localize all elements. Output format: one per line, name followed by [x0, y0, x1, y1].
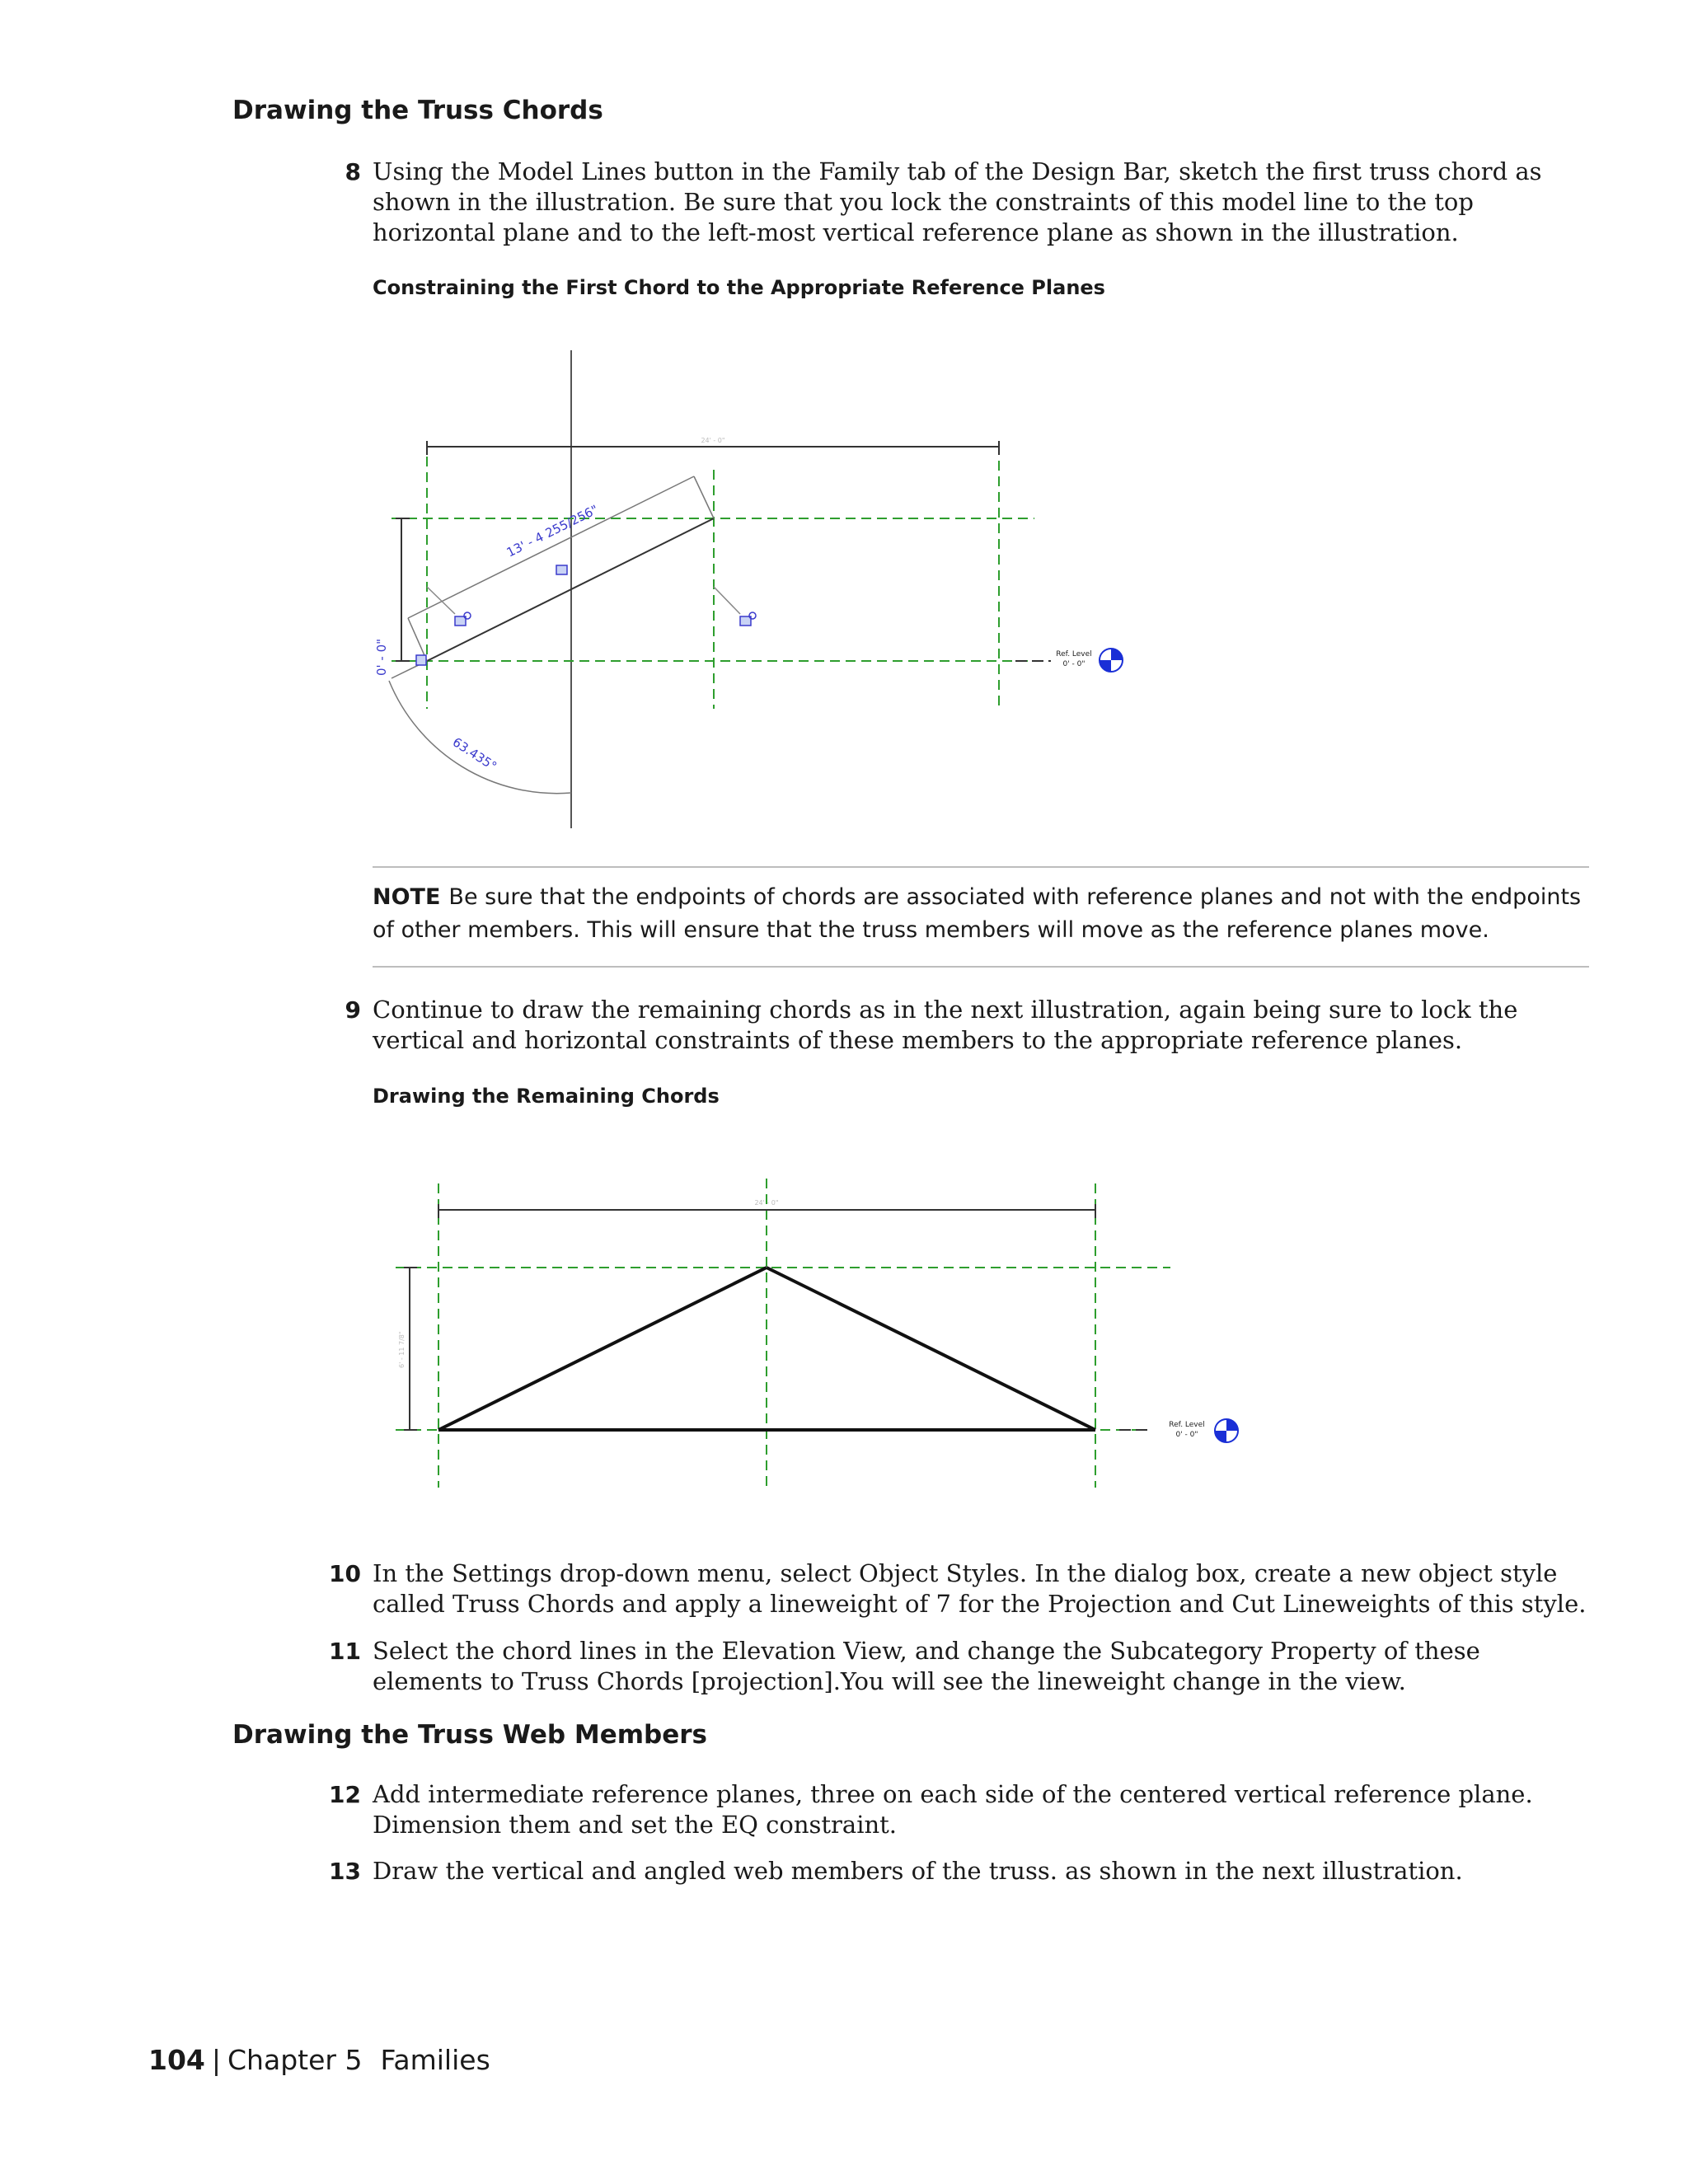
lock-icon[interactable] [427, 587, 471, 626]
length-dimension-text: 13' - 4 255/256" [504, 502, 601, 560]
step-text: Using the Model Lines button in the Family tab of the Design Bar, sketch the first truss chord as shown in the illustration. Be sure that you lock the constraints of this model line to the top horizontal plane and to the left-most vertical reference plane as shown in the illustration. [373, 157, 1542, 246]
page-number: 104 [148, 2044, 205, 2076]
figure-remaining-chords [371, 1154, 1278, 1508]
step-number: 11 [329, 1638, 361, 1665]
figure-first-chord [363, 330, 1170, 841]
drag-handle-icon[interactable] [556, 565, 567, 574]
left-top-chord [438, 1268, 767, 1430]
step-number: 8 [345, 158, 361, 185]
figure-caption: Constraining the First Chord to the Appropriate Reference Planes [373, 276, 1105, 299]
figure-caption: Drawing the Remaining Chords [373, 1085, 720, 1108]
section-heading-web: Drawing the Truss Web Members [232, 1720, 707, 1750]
angle-arc [389, 681, 571, 794]
angle-text: 63.435° [449, 734, 499, 775]
footer-separator: | [211, 2044, 222, 2076]
height-dimension-text: 6' - 11 7/8" [398, 1331, 406, 1368]
section-heading-chords: Drawing the Truss Chords [232, 96, 603, 125]
step-text: Select the chord lines in the Elevation View, and change the Subcategory Property of these elements to Truss Chords [projection].You will see the lineweight change in the view. [373, 1637, 1480, 1695]
page-footer [148, 2044, 490, 2076]
step-text: Add intermediate reference planes, three on each side of the centered vertical reference plane. Dimension them and set the EQ constraint. [373, 1780, 1533, 1839]
length-ext-left [408, 618, 427, 661]
length-dimension-line [408, 476, 694, 618]
level-marker-icon [1215, 1419, 1238, 1442]
step-text: Draw the vertical and angled web members of the truss. as shown in the next illustration. [373, 1857, 1463, 1885]
footer-chapter: Chapter 5 [227, 2044, 363, 2076]
step-number: 12 [329, 1781, 361, 1808]
endpoint-lock-icon[interactable] [416, 655, 426, 665]
ref-level-value: 0' - 0" [1062, 660, 1085, 668]
lock-icon[interactable] [714, 587, 756, 626]
step-text: In the Settings drop-down menu, select Object Styles. In the dialog box, create a new object style called Truss Chords and apply a lineweight of 7 for the Projection and Cut Lineweights of this style. [373, 1559, 1587, 1618]
note-top-rule [373, 866, 1589, 868]
top-dimension-text: 24' - 0" [701, 437, 725, 444]
note-bottom-rule [373, 966, 1589, 968]
length-ext-right [694, 476, 714, 518]
step-number: 10 [329, 1560, 361, 1587]
step-number: 13 [329, 1858, 361, 1885]
note-text: Be sure that the endpoints of chords are associated with reference planes and not with the endpoints of other members. This will ensure that the truss members will move as the reference planes move. [373, 884, 1582, 943]
ref-level-value: 0' - 0" [1175, 1431, 1198, 1439]
ref-level-label: Ref. Level [1056, 650, 1092, 658]
height-dimension-text: 0' - 0" [374, 638, 389, 676]
right-top-chord [767, 1268, 1095, 1430]
note-box [373, 881, 1592, 947]
step-number: 9 [345, 996, 361, 1024]
note-label: NOTE [373, 884, 441, 910]
level-marker-icon [1100, 649, 1123, 672]
footer-title: Families [380, 2044, 490, 2076]
top-dimension-text: 24' - 0" [754, 1199, 779, 1207]
ref-level-label: Ref. Level [1169, 1421, 1205, 1429]
step-text: Continue to draw the remaining chords as in the next illustration, again being sure to lock the vertical and horizontal constraints of these members to the appropriate reference planes. [373, 996, 1518, 1054]
